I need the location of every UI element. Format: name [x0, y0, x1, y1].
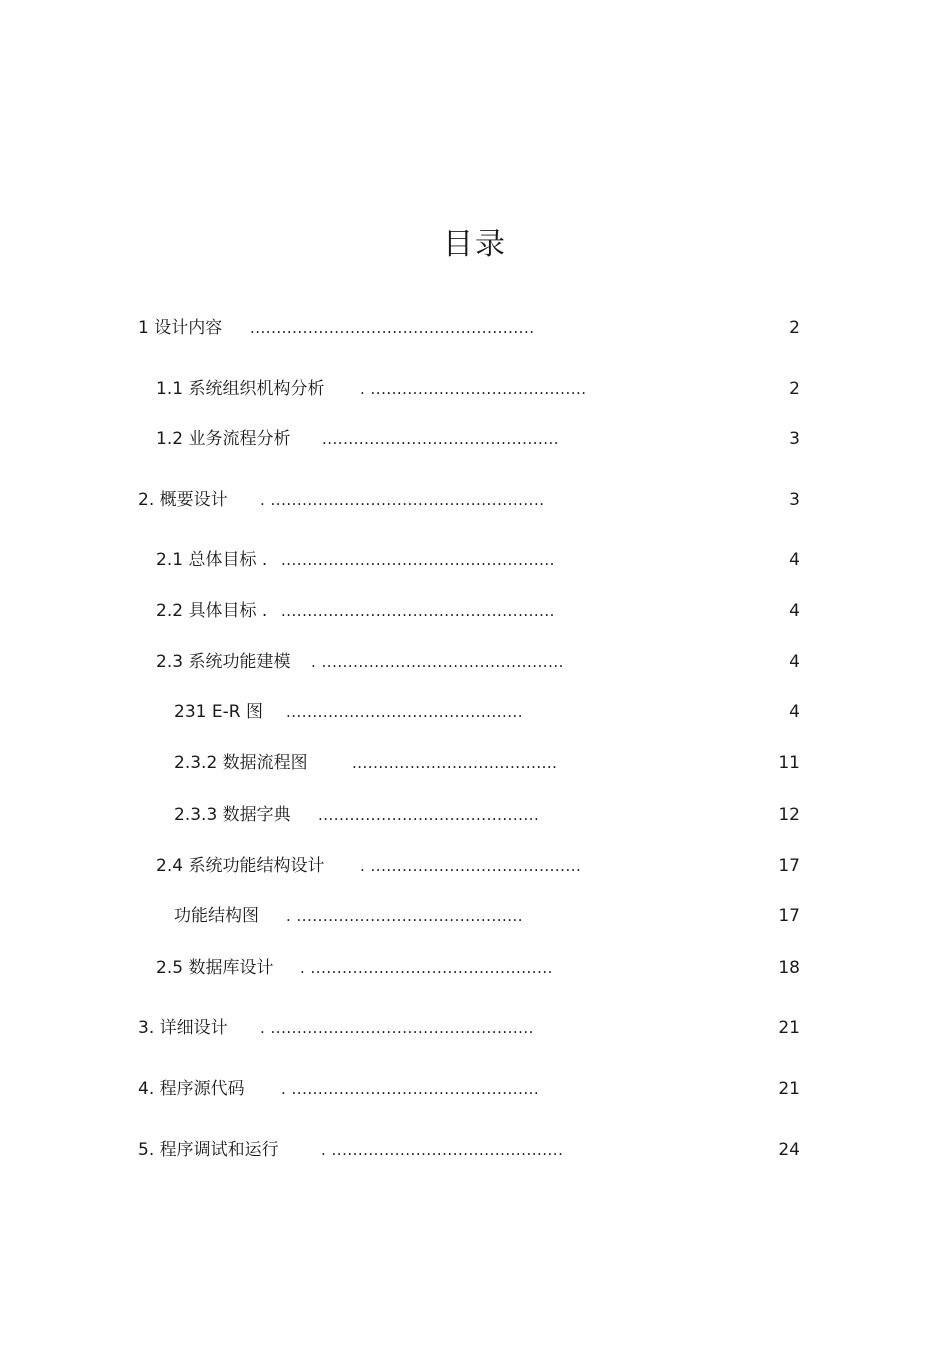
toc-page-number: 3: [789, 490, 800, 510]
toc-leader-dots: . ............................................: [321, 1141, 564, 1159]
toc-leader-dots: ....................................................: [281, 602, 555, 620]
toc-entry-label: 2. 概要设计: [138, 490, 228, 510]
toc-page-number: 24: [778, 1140, 800, 1160]
toc-entry-label: 2.3 系统功能建模: [156, 652, 291, 672]
toc-page-number: 2: [789, 379, 800, 399]
toc-entry[interactable]: [0, 487, 950, 513]
toc-page-number: 21: [778, 1079, 800, 1099]
toc-leader-dots: .......................................: [352, 754, 558, 772]
toc-entry[interactable]: [0, 1015, 950, 1041]
toc-leader-dots: . ..............................................: [311, 653, 564, 671]
toc-entry-label: 2.4 系统功能结构设计: [156, 856, 325, 876]
toc-entry[interactable]: [0, 1076, 950, 1102]
toc-leader-dots: .............................................: [322, 430, 560, 448]
toc-page-number: 4: [789, 550, 800, 570]
toc-entry[interactable]: [0, 598, 950, 624]
toc-page-number: 11: [778, 753, 800, 773]
toc-entry[interactable]: [0, 315, 950, 341]
toc-entry[interactable]: [0, 955, 950, 981]
toc-leader-dots: . ..................................................: [260, 1019, 534, 1037]
toc-entry-label: 1 设计内容: [138, 318, 223, 338]
toc-entry[interactable]: [0, 547, 950, 573]
toc-entry[interactable]: [0, 699, 950, 725]
toc-entry[interactable]: [0, 903, 950, 929]
toc-page-number: 3: [789, 429, 800, 449]
toc-page-number: 4: [789, 652, 800, 672]
toc-entry[interactable]: [0, 853, 950, 879]
toc-leader-dots: . ....................................................: [260, 491, 545, 509]
toc-leader-dots: . ...........................................: [286, 907, 524, 925]
toc-page-number: 4: [789, 601, 800, 621]
toc-entry-label: 1.1 系统组织机构分析: [156, 379, 325, 399]
toc-leader-dots: . .........................................: [360, 380, 587, 398]
toc-entry-label: 231 E-R 图: [174, 702, 263, 722]
toc-entry-label: 功能结构图: [174, 906, 259, 926]
toc-leader-dots: ....................................................: [281, 551, 555, 569]
toc-title: 目录: [443, 227, 507, 262]
toc-entry-label: 1.2 业务流程分析: [156, 429, 291, 449]
toc-leader-dots: ..........................................: [318, 806, 540, 824]
toc-page-number: 12: [778, 805, 800, 825]
toc-entry-label: 2.1 总体目标 .: [156, 550, 268, 570]
toc-leader-dots: ......................................................: [250, 319, 535, 337]
toc-page-number: 21: [778, 1018, 800, 1038]
toc-entry-label: 2.2 具体目标 .: [156, 601, 268, 621]
toc-page-number: 2: [789, 318, 800, 338]
toc-page-number: 4: [789, 702, 800, 722]
toc-entry-label: 5. 程序调试和运行: [138, 1140, 279, 1160]
toc-leader-dots: . ...............................................: [281, 1080, 540, 1098]
toc-leader-dots: . ..............................................: [300, 959, 553, 977]
toc-page-number: 17: [778, 856, 800, 876]
toc-entry[interactable]: [0, 802, 950, 828]
toc-entry[interactable]: [0, 750, 950, 776]
toc-entry[interactable]: [0, 649, 950, 675]
toc-entry[interactable]: [0, 1137, 950, 1163]
toc-entry[interactable]: [0, 426, 950, 452]
toc-leader-dots: .............................................: [286, 703, 524, 721]
toc-entry-label: 2.3.3 数据字典: [174, 805, 291, 825]
toc-page-number: 18: [778, 958, 800, 978]
toc-entry-label: 2.5 数据库设计: [156, 958, 274, 978]
toc-entry-label: 3. 详细设计: [138, 1018, 228, 1038]
toc-entry-label: 4. 程序源代码: [138, 1079, 245, 1099]
toc-page-number: 17: [778, 906, 800, 926]
toc-leader-dots: . ........................................: [360, 857, 582, 875]
toc-entry-label: 2.3.2 数据流程图: [174, 753, 308, 773]
toc-entry[interactable]: [0, 376, 950, 402]
